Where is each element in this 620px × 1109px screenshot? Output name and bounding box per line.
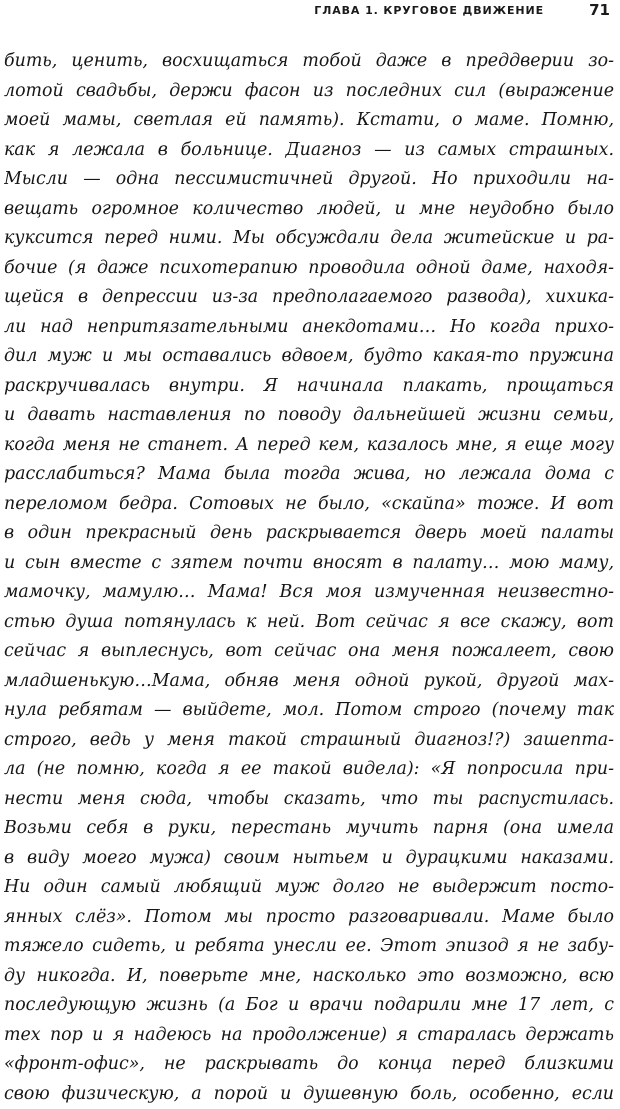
text-line: и сын вместе с зятем почти вносят в палату… мою маму, <box>4 549 614 579</box>
text-line: Мысли — одна пессимистичней другой. Но приходили на- <box>4 165 614 195</box>
text-line: нула ребятам — выйдете, мол. Потом строго (почему так <box>4 696 614 726</box>
text-line: дил муж и мы оставались вдвоем, будто какая-то пружина <box>4 342 614 372</box>
text-line: и давать наставления по поводу дальнейшей жизни семьи, <box>4 401 614 431</box>
text-line: последующую жизнь (а Бог и врачи подарили мне 17 лет, с <box>4 991 614 1021</box>
text-line: щейся в депрессии из-за предполагаемого развода), хихика- <box>4 283 614 313</box>
text-line: переломом бедра. Сотовых не было, «скайпа» тоже. И вот <box>4 490 614 520</box>
text-line: нести меня сюда, чтобы сказать, что ты распустилась. <box>4 785 614 815</box>
text-line: Ни один самый любящий муж долго не выдержит посто- <box>4 873 614 903</box>
text-line: стью душа потянулась к ней. Вот сейчас я все скажу, вот <box>4 608 614 638</box>
text-line: бить, ценить, восхищаться тобой даже в преддверии зо- <box>4 47 614 77</box>
text-line: расслабиться? Мама была тогда жива, но лежала дома с <box>4 460 614 490</box>
text-line: свою физическую, а порой и душевную боль, особенно, если <box>4 1080 614 1109</box>
text-line: ли над непритязательными анекдотами… Но когда прихо- <box>4 313 614 343</box>
text-line: сейчас я выплеснусь, вот сейчас она меня пожалеет, свою <box>4 637 614 667</box>
text-line: лотой свадьбы, держи фасон из последних сил (выражение <box>4 77 614 107</box>
text-line: вещать огромное количество людей, и мне неудобно было <box>4 195 614 225</box>
body-text <box>4 47 614 1109</box>
text-line: тех пор и я надеюсь на продолжение) я старалась держать <box>4 1021 614 1051</box>
page-number: 71 <box>589 1 610 19</box>
text-line: ду никогда. И, поверьте мне, насколько это возможно, всю <box>4 962 614 992</box>
text-line: ла (не помню, когда я ее такой видела): «Я попросила при- <box>4 755 614 785</box>
page-header <box>0 1 620 23</box>
text-line: «фронт-офис», не раскрывать до конца перед близкими <box>4 1050 614 1080</box>
text-line: тяжело сидеть, и ребята унесли ее. Этот эпизод я не забу- <box>4 932 614 962</box>
text-line: бочие (я даже психотерапию проводила одной даме, находя- <box>4 254 614 284</box>
text-line: как я лежала в больнице. Диагноз — из самых страшных. <box>4 136 614 166</box>
text-line: младшенькую…Мама, обняв меня одной рукой, другой мах- <box>4 667 614 697</box>
text-line: мамочку, мамулю… Мама! Вся моя измученная неизвестно- <box>4 578 614 608</box>
text-line: Возьми себя в руки, перестань мучить парня (она имела <box>4 814 614 844</box>
running-head: ГЛАВА 1. КРУГОВОЕ ДВИЖЕНИЕ <box>314 4 544 17</box>
text-line: строго, ведь у меня такой страшный диагноз!?) зашептa- <box>4 726 614 756</box>
text-line: когда меня не станет. А перед кем, казалось мне, я еще могу <box>4 431 614 461</box>
text-line: в виду моего мужа) своим нытьем и дурацкими наказами. <box>4 844 614 874</box>
text-line: куксится перед ними. Мы обсуждали дела житейские и ра- <box>4 224 614 254</box>
text-line: раскручивалась внутри. Я начинала плакать, прощаться <box>4 372 614 402</box>
text-line: янных слёз». Потом мы просто разговаривали. Маме было <box>4 903 614 933</box>
text-line: в один прекрасный день раскрывается дверь моей палаты <box>4 519 614 549</box>
text-line: моей мамы, светлая ей память). Кстати, о маме. Помню, <box>4 106 614 136</box>
